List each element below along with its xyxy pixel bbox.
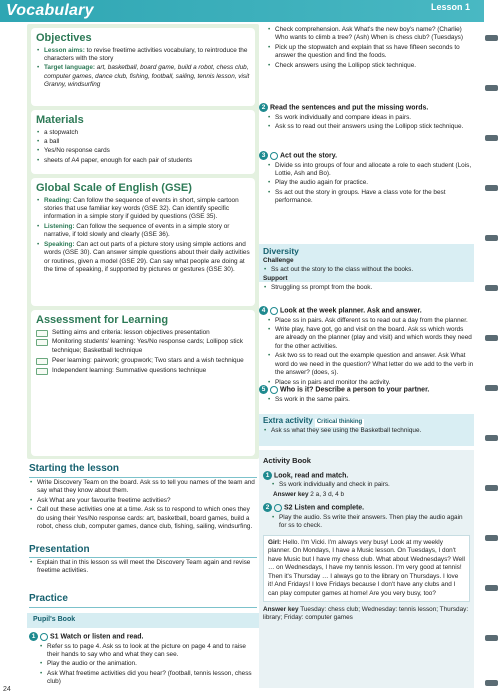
pencil-icon (36, 368, 48, 375)
presentation-title: Presentation (29, 544, 90, 555)
extra-activity-box (259, 414, 474, 446)
step1-item: • Refer ss to page 4. Ask ss to look at the picture on page 4 and to raise their hands to say who and what they can see. (39, 643, 257, 660)
step1-section (29, 632, 257, 688)
right-top-item: • Pick up the stopwatch and explain that ss have fifteen seconds to answer the question and find the foods. (267, 44, 474, 61)
page-number: 24 (3, 686, 11, 693)
materials-item: • Yes/No response cards (36, 147, 250, 155)
tab-marker (485, 585, 498, 591)
critical-thinking-tag: Critical thinking (316, 419, 363, 425)
page-title: Vocabulary (6, 2, 94, 19)
page-edge-tabs (482, 0, 500, 695)
step3-item: • Divide ss into groups of four and allocate a role to each student (Lois, Lottie, Ash and Bo). (267, 162, 474, 179)
people-icon (36, 358, 48, 365)
ab-step1-key: Answer key 2 a, 3 d, 4 b (273, 490, 345, 498)
materials-item: • a stopwatch (36, 129, 250, 137)
starting-item: • Write Discovery Team on the board. Ask ss to tell you names of the team and say what they know about them. (29, 479, 257, 496)
materials-box (31, 110, 255, 174)
tab-marker (485, 635, 498, 641)
step5-section (259, 385, 474, 405)
starting-title: Starting the lesson (29, 463, 120, 474)
starting-section (29, 479, 257, 533)
right-top-section (259, 26, 474, 71)
step-number: 1 (263, 471, 272, 480)
header-banner (0, 0, 484, 22)
audio-script: Girl: Hello. I'm Vicki. I'm always very busy! Look at my weekly planner. On Mondays, I have a Music lesson. On Tuesdays, I don't have Music but I have my chess club. What about Wednesdays? Well … on Wednesdays, I have my tennis lesson. I'm very good at tennis! Then it's Thursday … I always go to the library on Thursdays. I love it! And Fridays! I love Fridays because I don't have any clubs and I can play computer games at home! Are you very busy, too? (263, 535, 470, 602)
extra-title: Extra activity Critical thinking (263, 416, 363, 425)
gse-listening: • Listening: Can follow the sequence of events in a simple story or narrative, if told slowly and clearly (GSE 36). (36, 223, 250, 240)
step2-item: • Ss work individually and compare ideas in pairs. (267, 114, 474, 122)
gse-reading: • Reading: Can follow the sequence of events in short, simple cartoon stories that use familiar key words (GSE 32). Can identify specific information in a simple story if guided by questions (GSE 35). (36, 197, 250, 222)
step-number: 5 (259, 385, 268, 394)
step5-heading: 5 Who is it? Describe a person to your partner. (259, 385, 474, 395)
support-item: • Struggling ss prompt from the book. (263, 284, 470, 292)
step1-item: • Ask What freetime activities did you hear? (football, tennis lesson, chess club) (39, 670, 257, 687)
presentation-section (29, 559, 257, 577)
afl-box (31, 310, 255, 456)
materials-item: • sheets of A4 paper, enough for each pair of students (36, 157, 250, 165)
step1-item: • Play the audio or the animation. (39, 660, 257, 668)
step4-item: • Place ss in pairs. Ask different ss to read out a day from the planner. (267, 317, 474, 325)
step4-item: • Write play, have got, go and visit on the board. Ask ss which words are already on the planner (play and visit) and which words they need for the other activities. (267, 326, 474, 351)
diversity-box (259, 244, 474, 291)
objectives-box (31, 28, 255, 106)
activity-book-title: Activity Book (263, 456, 311, 465)
materials-item: • a ball (36, 138, 250, 146)
lesson-label: Lesson 1 (430, 2, 470, 12)
lesson-aims: • Lesson aims: to revise freetime activities vocabulary, to reintroduce the characters with the story (36, 47, 250, 64)
step5-item: • Ss work in the same pairs. (267, 396, 474, 404)
tab-marker (485, 535, 498, 541)
afl-row: Peer learning: pairwork; groupwork; Two stars and a wish technique (36, 357, 250, 365)
starting-item: • Ask What are your favourite freetime activities? (29, 497, 257, 505)
ab-step1-heading: 1 Look, read and match. (263, 471, 470, 481)
tab-marker (485, 185, 498, 191)
divider (29, 477, 257, 478)
right-top-item: • Check comprehension. Ask What's the new boy's name? (Charlie) Who wants to climb a tree? (Ash) When is chess club? (Tuesdays) (267, 26, 474, 43)
tab-marker (485, 85, 498, 91)
challenge-item: • Ss act out the story to the class without the books. (263, 266, 470, 274)
step2-item: • Ask ss to read out their answers using the Lollipop stick technique. (267, 123, 474, 131)
audio-icon (274, 504, 282, 512)
step3-heading: 3 Act out the story. (259, 151, 474, 161)
gse-title: Global Scale of English (GSE) (36, 182, 192, 194)
pupils-book-label: Pupil's Book (27, 613, 259, 628)
gse-box (31, 178, 255, 306)
tab-marker (485, 385, 498, 391)
tab-marker (485, 135, 498, 141)
speech-icon (270, 307, 278, 315)
audio-icon (40, 633, 48, 641)
practice-title: Practice (29, 593, 68, 604)
afl-title: Assessment for Learning (36, 314, 169, 326)
tab-marker (485, 285, 498, 291)
step3-section (259, 151, 474, 207)
step4-section (259, 306, 474, 388)
materials-title: Materials (36, 114, 84, 126)
step4-item: • Ask two ss to read out the example question and answer. Ask What word do we need in the question? What letter do we add to the verb in the answer? (does, s). (267, 352, 474, 377)
step2-section (259, 103, 474, 132)
afl-row: Setting aims and criteria: lesson objectives presentation (36, 329, 250, 337)
support-label: Support (263, 275, 288, 283)
tab-marker (485, 335, 498, 341)
monitor-icon (36, 339, 48, 346)
starting-item: • Call out these activities one at a time. Ask ss to respond to which ones they do using their Yes/No response cards: art, basketball, board games, build a robot, chess club, computer games, dance club, fishing, sailing, windsurfing. (29, 506, 257, 531)
step2-heading: 2 Read the sentences and put the missing words. (259, 103, 474, 113)
gse-speaking: • Speaking: Can act out parts of a picture story using simple actions and words (GSE 30). Can answer simple questions about their daily activities or routines, given a model (GSE 29). Can say what people are doing at the time of speaking, if supported by pictures or gestures (GSE 30). (36, 241, 250, 275)
step3-item: • Play the audio again for practice. (267, 179, 474, 187)
step-number: 3 (259, 151, 268, 160)
target-icon (36, 330, 48, 337)
step-number: 2 (259, 103, 268, 112)
step-number: 2 (263, 503, 272, 512)
step1-heading: 1 S1 Watch or listen and read. (29, 632, 257, 642)
target-language: • Target language: art, basketball, board game, build a robot, chess club, computer games, dance club, fishing, football, sailing, tennis lesson, visit Granny, windsurfing (36, 64, 250, 89)
tab-marker (485, 235, 498, 241)
afl-row: Independent learning: Summative questions technique (36, 367, 250, 375)
objectives-title: Objectives (36, 32, 92, 44)
activity-book-box (259, 450, 474, 688)
ab-step2-item: • Play the audio. Ss write their answers. Then play the audio again for ss to check. (271, 514, 470, 531)
tab-marker (485, 435, 498, 441)
presentation-item: • Explain that in this lesson ss will meet the Discovery Team again and revise freetime activities. (29, 559, 257, 576)
extra-item: • Ask ss what they see using the Basketball technique. (263, 427, 470, 435)
step-number: 4 (259, 306, 268, 315)
speech-icon (270, 386, 278, 394)
people-icon (270, 152, 278, 160)
tab-marker (485, 35, 498, 41)
challenge-label: Challenge (263, 257, 294, 265)
tab-marker (485, 680, 498, 686)
step4-item: • Place ss in pairs and monitor the activity. (267, 379, 474, 387)
step4-heading: 4 Look at the week planner. Ask and answer. (259, 306, 474, 316)
tab-marker (485, 485, 498, 491)
step-number: 1 (29, 632, 38, 641)
ab-step1-item: • Ss work individually and check in pairs. (271, 481, 470, 489)
step3-item: • Ss act out the story in groups. Have a class vote for the best performance. (267, 189, 474, 206)
diversity-title: Diversity (263, 246, 299, 256)
right-top-item: • Check answers using the Lollipop stick technique. (267, 62, 474, 70)
afl-row: Monitoring students' learning: Yes/No response cards; Lollipop stick technique; Basketball technique (36, 338, 250, 355)
divider (29, 557, 257, 558)
ab-step2-heading: 2 S2 Listen and complete. (263, 503, 470, 513)
divider (29, 607, 257, 608)
ab-step2-key: Answer key Tuesday: chess club; Wednesday: tennis lesson; Thursday: library; Friday: computer games (263, 606, 469, 622)
